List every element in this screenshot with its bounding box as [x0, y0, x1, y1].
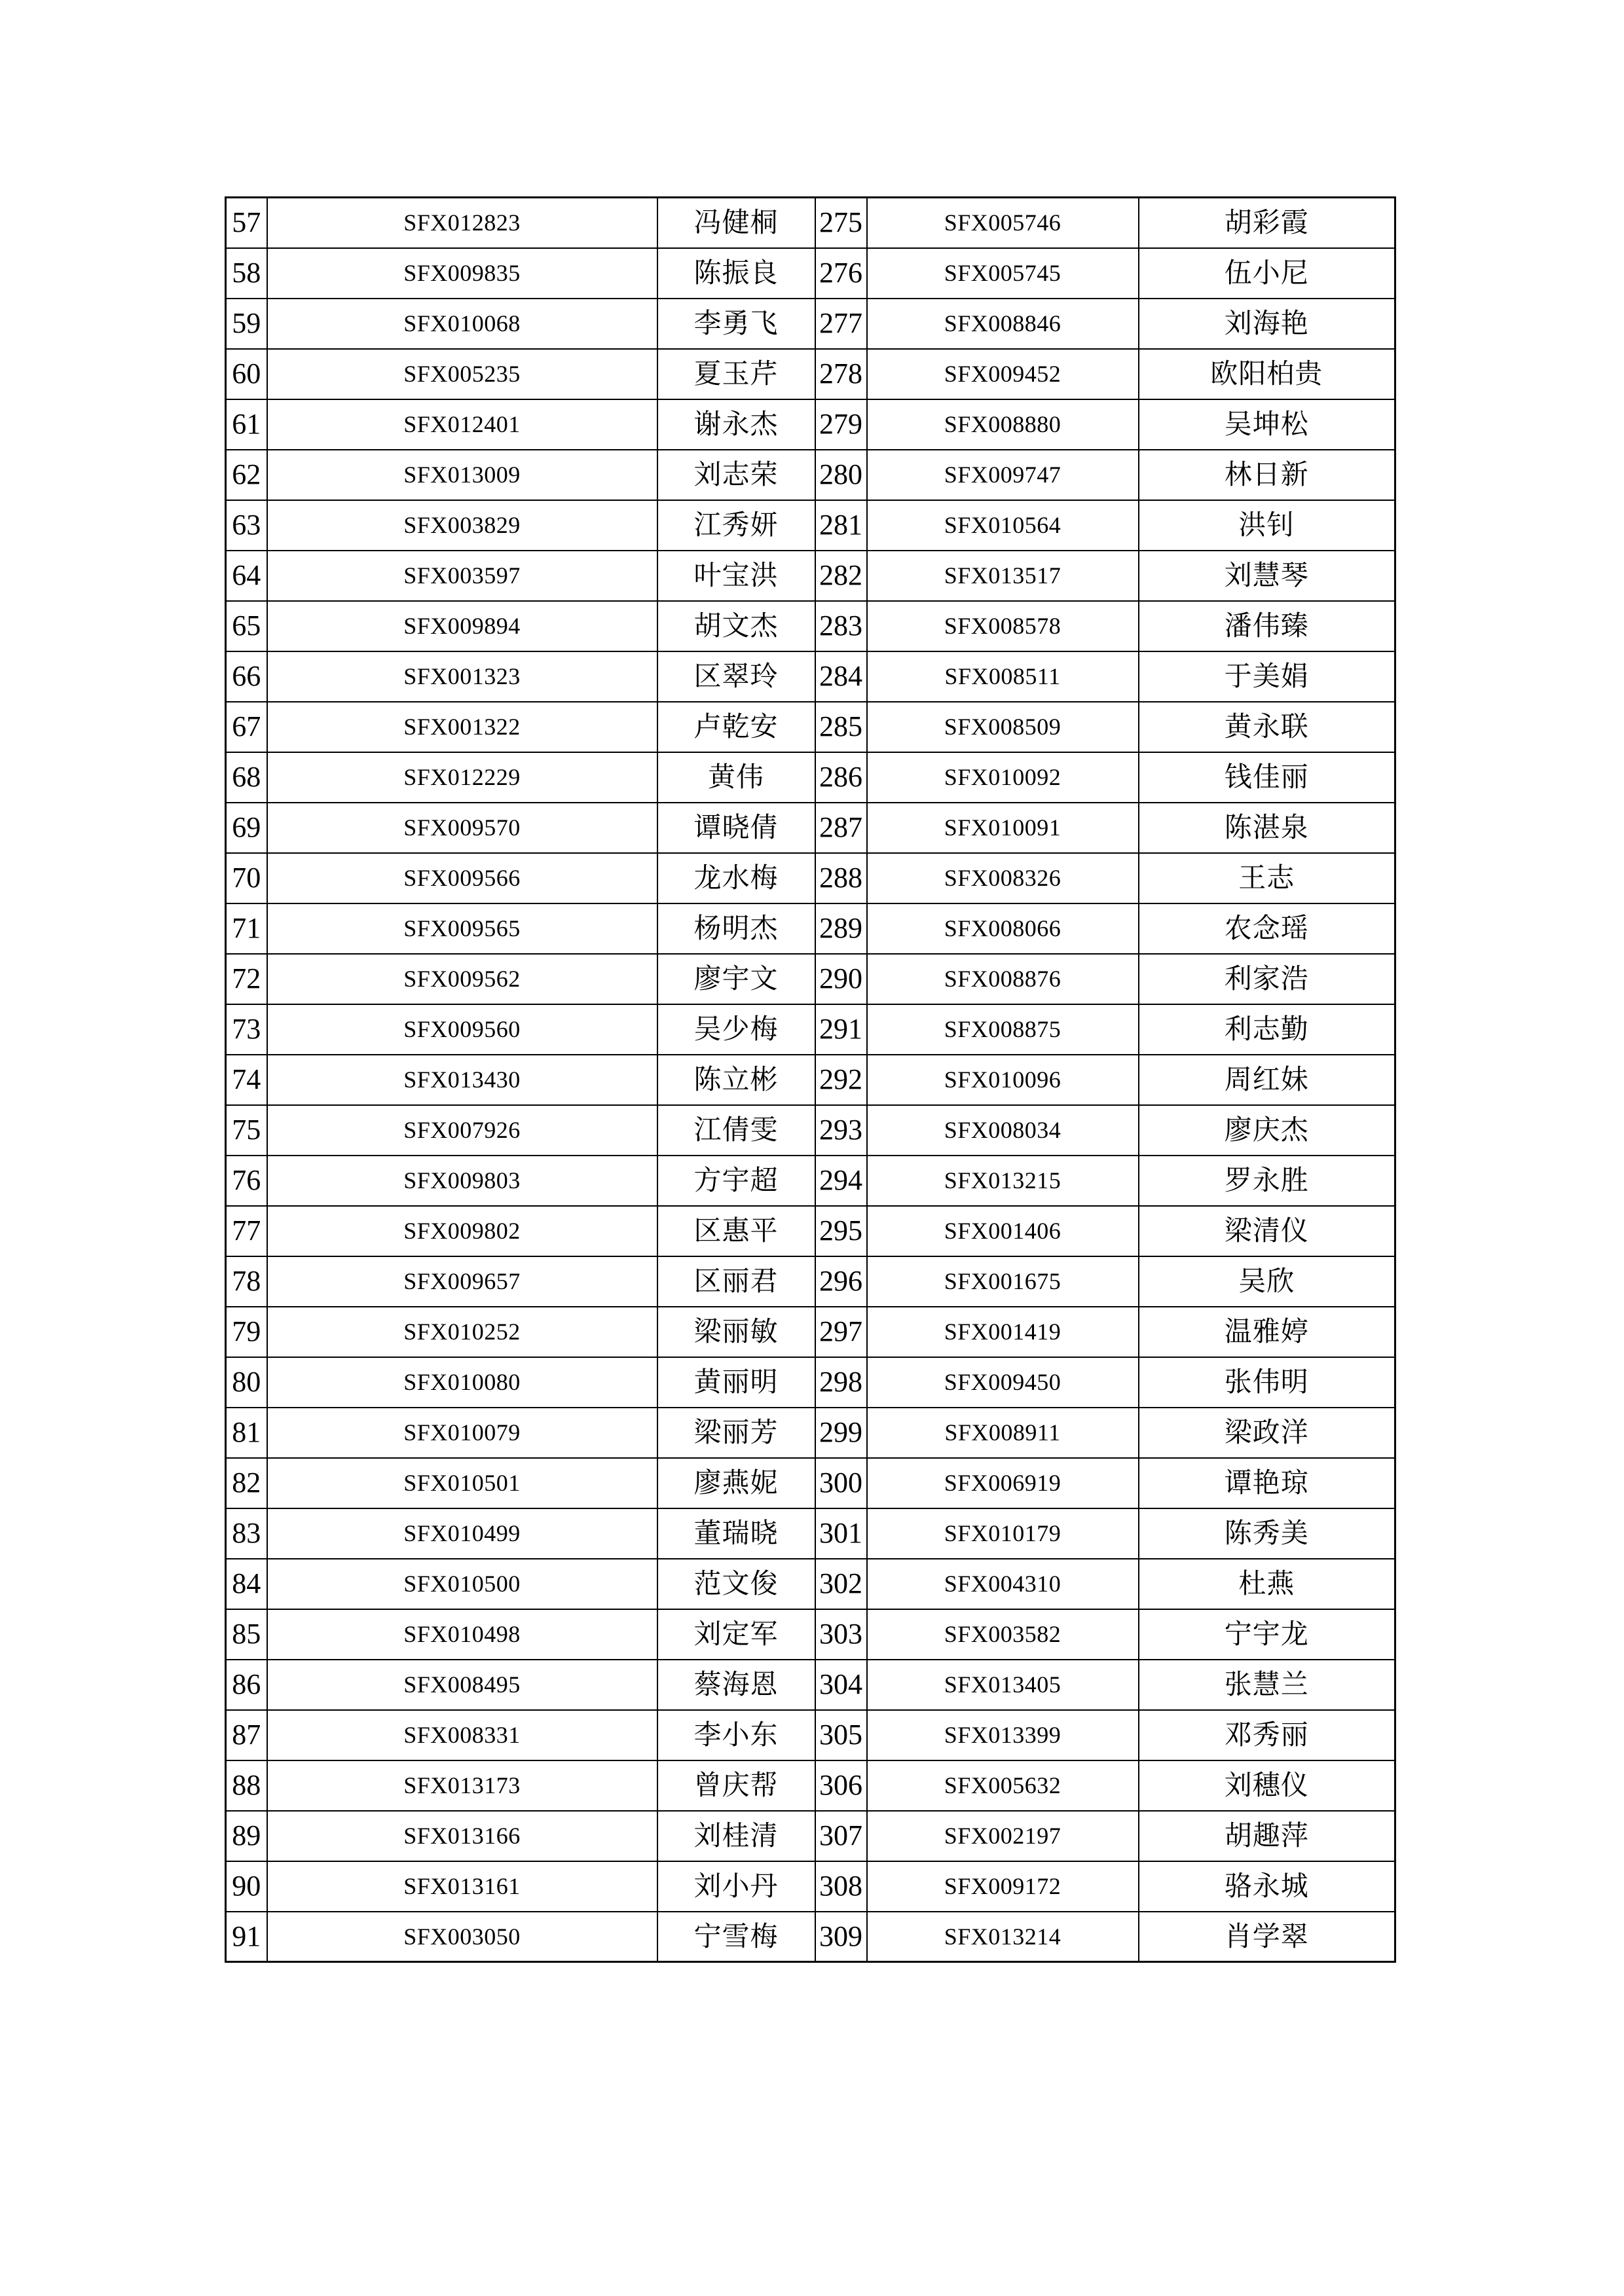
row-name-right: 利家浩 — [1139, 954, 1395, 1004]
row-code-left: SFX009562 — [267, 954, 657, 1004]
row-name-right: 宁宇龙 — [1139, 1609, 1395, 1660]
table-row — [226, 1256, 1395, 1307]
table-row — [226, 853, 1395, 903]
row-index-left: 86 — [226, 1660, 267, 1710]
row-code-left: SFX009802 — [267, 1206, 657, 1256]
row-index-right: 292 — [815, 1055, 867, 1105]
row-index-left: 88 — [226, 1760, 267, 1811]
row-name-right: 谭艳琼 — [1139, 1458, 1395, 1508]
row-code-left: SFX005235 — [267, 349, 657, 399]
table-row — [226, 752, 1395, 803]
row-name-right: 罗永胜 — [1139, 1156, 1395, 1206]
row-name-right: 刘海艳 — [1139, 299, 1395, 349]
row-name-right: 利志勤 — [1139, 1004, 1395, 1055]
row-name-left: 梁丽芳 — [657, 1408, 815, 1458]
table-row — [226, 1609, 1395, 1660]
row-index-right: 299 — [815, 1408, 867, 1458]
table-row — [226, 1458, 1395, 1508]
row-index-right: 289 — [815, 903, 867, 954]
row-name-right: 欧阳柏贵 — [1139, 349, 1395, 399]
row-code-left: SFX010499 — [267, 1508, 657, 1559]
row-index-left: 74 — [226, 1055, 267, 1105]
row-index-right: 275 — [815, 198, 867, 248]
table-row — [226, 1357, 1395, 1408]
row-index-left: 72 — [226, 954, 267, 1004]
row-index-right: 291 — [815, 1004, 867, 1055]
row-name-left: 江倩雯 — [657, 1105, 815, 1156]
row-index-left: 60 — [226, 349, 267, 399]
row-index-left: 89 — [226, 1811, 267, 1861]
row-index-right: 296 — [815, 1256, 867, 1307]
row-index-right: 276 — [815, 248, 867, 299]
table-row — [226, 349, 1395, 399]
row-index-left: 83 — [226, 1508, 267, 1559]
row-index-left: 62 — [226, 450, 267, 500]
row-index-right: 309 — [815, 1912, 867, 1962]
row-code-right: SFX008578 — [867, 601, 1139, 651]
row-code-left: SFX001322 — [267, 702, 657, 752]
row-index-right: 290 — [815, 954, 867, 1004]
row-name-right: 潘伟臻 — [1139, 601, 1395, 651]
row-index-left: 59 — [226, 299, 267, 349]
row-index-right: 279 — [815, 399, 867, 450]
row-code-left: SFX009560 — [267, 1004, 657, 1055]
row-code-left: SFX012823 — [267, 198, 657, 248]
row-index-left: 71 — [226, 903, 267, 954]
row-code-right: SFX009450 — [867, 1357, 1139, 1408]
row-name-right: 林日新 — [1139, 450, 1395, 500]
row-code-right: SFX008509 — [867, 702, 1139, 752]
row-code-left: SFX009566 — [267, 853, 657, 903]
row-name-right: 梁清仪 — [1139, 1206, 1395, 1256]
row-code-right: SFX008880 — [867, 399, 1139, 450]
table-row — [226, 903, 1395, 954]
row-index-left: 57 — [226, 198, 267, 248]
table-row — [226, 1206, 1395, 1256]
row-index-left: 58 — [226, 248, 267, 299]
row-name-right: 刘慧琴 — [1139, 551, 1395, 601]
row-code-left: SFX009835 — [267, 248, 657, 299]
row-code-right: SFX008911 — [867, 1408, 1139, 1458]
row-code-right: SFX010091 — [867, 803, 1139, 853]
row-name-left: 董瑞晓 — [657, 1508, 815, 1559]
table-row — [226, 1912, 1395, 1962]
roster-table-container — [225, 196, 1394, 1963]
table-row — [226, 1760, 1395, 1811]
table-row — [226, 1508, 1395, 1559]
row-code-right: SFX013215 — [867, 1156, 1139, 1206]
row-name-right: 吴欣 — [1139, 1256, 1395, 1307]
row-index-left: 75 — [226, 1105, 267, 1156]
row-index-right: 282 — [815, 551, 867, 601]
row-name-left: 龙水梅 — [657, 853, 815, 903]
table-row — [226, 1055, 1395, 1105]
row-code-right: SFX013517 — [867, 551, 1139, 601]
row-index-right: 302 — [815, 1559, 867, 1609]
row-index-right: 308 — [815, 1861, 867, 1912]
row-code-left: SFX009565 — [267, 903, 657, 954]
row-code-left: SFX013173 — [267, 1760, 657, 1811]
row-code-right: SFX008875 — [867, 1004, 1139, 1055]
row-index-right: 294 — [815, 1156, 867, 1206]
row-index-left: 79 — [226, 1307, 267, 1357]
row-code-right: SFX013405 — [867, 1660, 1139, 1710]
table-row — [226, 1660, 1395, 1710]
row-name-left: 卢乾安 — [657, 702, 815, 752]
row-name-left: 胡文杰 — [657, 601, 815, 651]
row-code-left: SFX008331 — [267, 1710, 657, 1760]
row-code-right: SFX001419 — [867, 1307, 1139, 1357]
row-name-left: 黄伟 — [657, 752, 815, 803]
row-name-right: 周红妹 — [1139, 1055, 1395, 1105]
table-row — [226, 450, 1395, 500]
table-row — [226, 198, 1395, 248]
row-index-right: 307 — [815, 1811, 867, 1861]
row-name-left: 杨明杰 — [657, 903, 815, 954]
row-name-left: 区翠玲 — [657, 651, 815, 702]
table-row — [226, 1408, 1395, 1458]
row-index-right: 300 — [815, 1458, 867, 1508]
row-name-left: 刘小丹 — [657, 1861, 815, 1912]
row-code-right: SFX013214 — [867, 1912, 1139, 1962]
row-code-left: SFX001323 — [267, 651, 657, 702]
row-index-left: 67 — [226, 702, 267, 752]
row-code-right: SFX008876 — [867, 954, 1139, 1004]
table-row — [226, 399, 1395, 450]
row-name-right: 杜燕 — [1139, 1559, 1395, 1609]
row-name-right: 胡趣萍 — [1139, 1811, 1395, 1861]
row-name-left: 叶宝洪 — [657, 551, 815, 601]
row-code-right: SFX001675 — [867, 1256, 1139, 1307]
table-row — [226, 702, 1395, 752]
row-name-left: 冯健桐 — [657, 198, 815, 248]
row-index-right: 304 — [815, 1660, 867, 1710]
row-index-right: 278 — [815, 349, 867, 399]
row-name-right: 张慧兰 — [1139, 1660, 1395, 1710]
row-name-left: 黄丽明 — [657, 1357, 815, 1408]
row-code-left: SFX013166 — [267, 1811, 657, 1861]
row-index-left: 87 — [226, 1710, 267, 1760]
row-index-left: 66 — [226, 651, 267, 702]
table-row — [226, 803, 1395, 853]
row-name-left: 廖宇文 — [657, 954, 815, 1004]
row-code-left: SFX010500 — [267, 1559, 657, 1609]
row-name-left: 夏玉芹 — [657, 349, 815, 399]
row-code-left: SFX003050 — [267, 1912, 657, 1962]
row-code-left: SFX010068 — [267, 299, 657, 349]
row-code-right: SFX005632 — [867, 1760, 1139, 1811]
row-name-left: 区惠平 — [657, 1206, 815, 1256]
row-name-left: 江秀妍 — [657, 500, 815, 551]
row-name-right: 肖学翠 — [1139, 1912, 1395, 1962]
row-name-left: 刘桂清 — [657, 1811, 815, 1861]
table-row — [226, 1156, 1395, 1206]
row-code-right: SFX008066 — [867, 903, 1139, 954]
row-code-right: SFX010179 — [867, 1508, 1139, 1559]
row-index-left: 69 — [226, 803, 267, 853]
row-index-left: 73 — [226, 1004, 267, 1055]
row-code-right: SFX009747 — [867, 450, 1139, 500]
row-name-right: 梁政洋 — [1139, 1408, 1395, 1458]
roster-table-body — [226, 198, 1395, 1962]
row-name-right: 温雅婷 — [1139, 1307, 1395, 1357]
row-code-right: SFX003582 — [867, 1609, 1139, 1660]
table-row — [226, 248, 1395, 299]
row-name-left: 区丽君 — [657, 1256, 815, 1307]
row-code-right: SFX002197 — [867, 1811, 1139, 1861]
table-row — [226, 1105, 1395, 1156]
row-index-left: 85 — [226, 1609, 267, 1660]
row-index-left: 61 — [226, 399, 267, 450]
row-name-right: 陈湛泉 — [1139, 803, 1395, 853]
row-name-right: 邓秀丽 — [1139, 1710, 1395, 1760]
row-code-right: SFX010096 — [867, 1055, 1139, 1105]
row-code-left: SFX013161 — [267, 1861, 657, 1912]
row-code-right: SFX008846 — [867, 299, 1139, 349]
row-index-left: 70 — [226, 853, 267, 903]
row-name-left: 方宇超 — [657, 1156, 815, 1206]
row-code-right: SFX010564 — [867, 500, 1139, 551]
row-index-left: 65 — [226, 601, 267, 651]
row-code-left: SFX009803 — [267, 1156, 657, 1206]
row-name-left: 宁雪梅 — [657, 1912, 815, 1962]
table-row — [226, 651, 1395, 702]
row-name-left: 廖燕妮 — [657, 1458, 815, 1508]
row-code-left: SFX012229 — [267, 752, 657, 803]
table-row — [226, 1307, 1395, 1357]
row-code-left: SFX010501 — [267, 1458, 657, 1508]
row-index-right: 301 — [815, 1508, 867, 1559]
row-index-right: 306 — [815, 1760, 867, 1811]
row-index-right: 295 — [815, 1206, 867, 1256]
row-index-right: 284 — [815, 651, 867, 702]
row-name-right: 伍小尼 — [1139, 248, 1395, 299]
table-row — [226, 1710, 1395, 1760]
row-index-right: 305 — [815, 1710, 867, 1760]
row-name-right: 黄永联 — [1139, 702, 1395, 752]
row-index-left: 80 — [226, 1357, 267, 1408]
row-index-right: 297 — [815, 1307, 867, 1357]
row-code-left: SFX009894 — [267, 601, 657, 651]
row-index-left: 76 — [226, 1156, 267, 1206]
row-code-left: SFX003597 — [267, 551, 657, 601]
row-code-left: SFX008495 — [267, 1660, 657, 1710]
row-name-right: 张伟明 — [1139, 1357, 1395, 1408]
row-name-left: 曾庆帮 — [657, 1760, 815, 1811]
table-row — [226, 601, 1395, 651]
row-index-left: 90 — [226, 1861, 267, 1912]
row-name-right: 吴坤松 — [1139, 399, 1395, 450]
row-code-left: SFX010079 — [267, 1408, 657, 1458]
row-name-right: 于美娟 — [1139, 651, 1395, 702]
row-index-right: 287 — [815, 803, 867, 853]
row-code-left: SFX003829 — [267, 500, 657, 551]
row-code-left: SFX010498 — [267, 1609, 657, 1660]
row-code-right: SFX009172 — [867, 1861, 1139, 1912]
row-name-left: 刘志荣 — [657, 450, 815, 500]
row-code-right: SFX010092 — [867, 752, 1139, 803]
row-name-left: 范文俊 — [657, 1559, 815, 1609]
row-code-right: SFX005746 — [867, 198, 1139, 248]
row-name-right: 骆永城 — [1139, 1861, 1395, 1912]
row-index-right: 303 — [815, 1609, 867, 1660]
row-index-right: 277 — [815, 299, 867, 349]
row-index-left: 91 — [226, 1912, 267, 1962]
row-name-right: 钱佳丽 — [1139, 752, 1395, 803]
row-code-left: SFX009657 — [267, 1256, 657, 1307]
row-code-left: SFX009570 — [267, 803, 657, 853]
row-code-left: SFX013430 — [267, 1055, 657, 1105]
table-row — [226, 1004, 1395, 1055]
row-code-left: SFX012401 — [267, 399, 657, 450]
row-code-right: SFX006919 — [867, 1458, 1139, 1508]
row-name-left: 陈立彬 — [657, 1055, 815, 1105]
table-row — [226, 299, 1395, 349]
table-row — [226, 1861, 1395, 1912]
row-index-right: 283 — [815, 601, 867, 651]
row-name-left: 梁丽敏 — [657, 1307, 815, 1357]
row-name-right: 王志 — [1139, 853, 1395, 903]
row-name-right: 陈秀美 — [1139, 1508, 1395, 1559]
roster-table — [225, 196, 1396, 1963]
row-code-right: SFX008326 — [867, 853, 1139, 903]
table-row — [226, 551, 1395, 601]
row-name-left: 李勇飞 — [657, 299, 815, 349]
table-row — [226, 500, 1395, 551]
row-name-right: 廖庆杰 — [1139, 1105, 1395, 1156]
row-name-left: 谭晓倩 — [657, 803, 815, 853]
row-code-left: SFX013009 — [267, 450, 657, 500]
row-index-right: 280 — [815, 450, 867, 500]
row-index-left: 84 — [226, 1559, 267, 1609]
row-index-right: 288 — [815, 853, 867, 903]
row-index-left: 77 — [226, 1206, 267, 1256]
row-index-right: 281 — [815, 500, 867, 551]
row-code-left: SFX007926 — [267, 1105, 657, 1156]
row-index-right: 286 — [815, 752, 867, 803]
row-index-left: 63 — [226, 500, 267, 551]
row-index-left: 78 — [226, 1256, 267, 1307]
row-name-left: 李小东 — [657, 1710, 815, 1760]
row-code-right: SFX001406 — [867, 1206, 1139, 1256]
table-row — [226, 954, 1395, 1004]
row-name-left: 陈振良 — [657, 248, 815, 299]
row-code-right: SFX009452 — [867, 349, 1139, 399]
row-index-right: 298 — [815, 1357, 867, 1408]
row-index-right: 293 — [815, 1105, 867, 1156]
row-name-left: 吴少梅 — [657, 1004, 815, 1055]
row-code-right: SFX004310 — [867, 1559, 1139, 1609]
row-code-left: SFX010080 — [267, 1357, 657, 1408]
table-row — [226, 1559, 1395, 1609]
table-row — [226, 1811, 1395, 1861]
row-code-right: SFX013399 — [867, 1710, 1139, 1760]
row-name-right: 刘穗仪 — [1139, 1760, 1395, 1811]
row-name-left: 谢永杰 — [657, 399, 815, 450]
row-index-left: 64 — [226, 551, 267, 601]
row-code-right: SFX008511 — [867, 651, 1139, 702]
row-index-left: 81 — [226, 1408, 267, 1458]
row-index-left: 82 — [226, 1458, 267, 1508]
row-index-right: 285 — [815, 702, 867, 752]
row-code-right: SFX008034 — [867, 1105, 1139, 1156]
row-code-left: SFX010252 — [267, 1307, 657, 1357]
row-name-left: 蔡海恩 — [657, 1660, 815, 1710]
row-name-right: 胡彩霞 — [1139, 198, 1395, 248]
row-name-right: 农念瑶 — [1139, 903, 1395, 954]
row-index-left: 68 — [226, 752, 267, 803]
row-code-right: SFX005745 — [867, 248, 1139, 299]
row-name-right: 洪钊 — [1139, 500, 1395, 551]
row-name-left: 刘定军 — [657, 1609, 815, 1660]
